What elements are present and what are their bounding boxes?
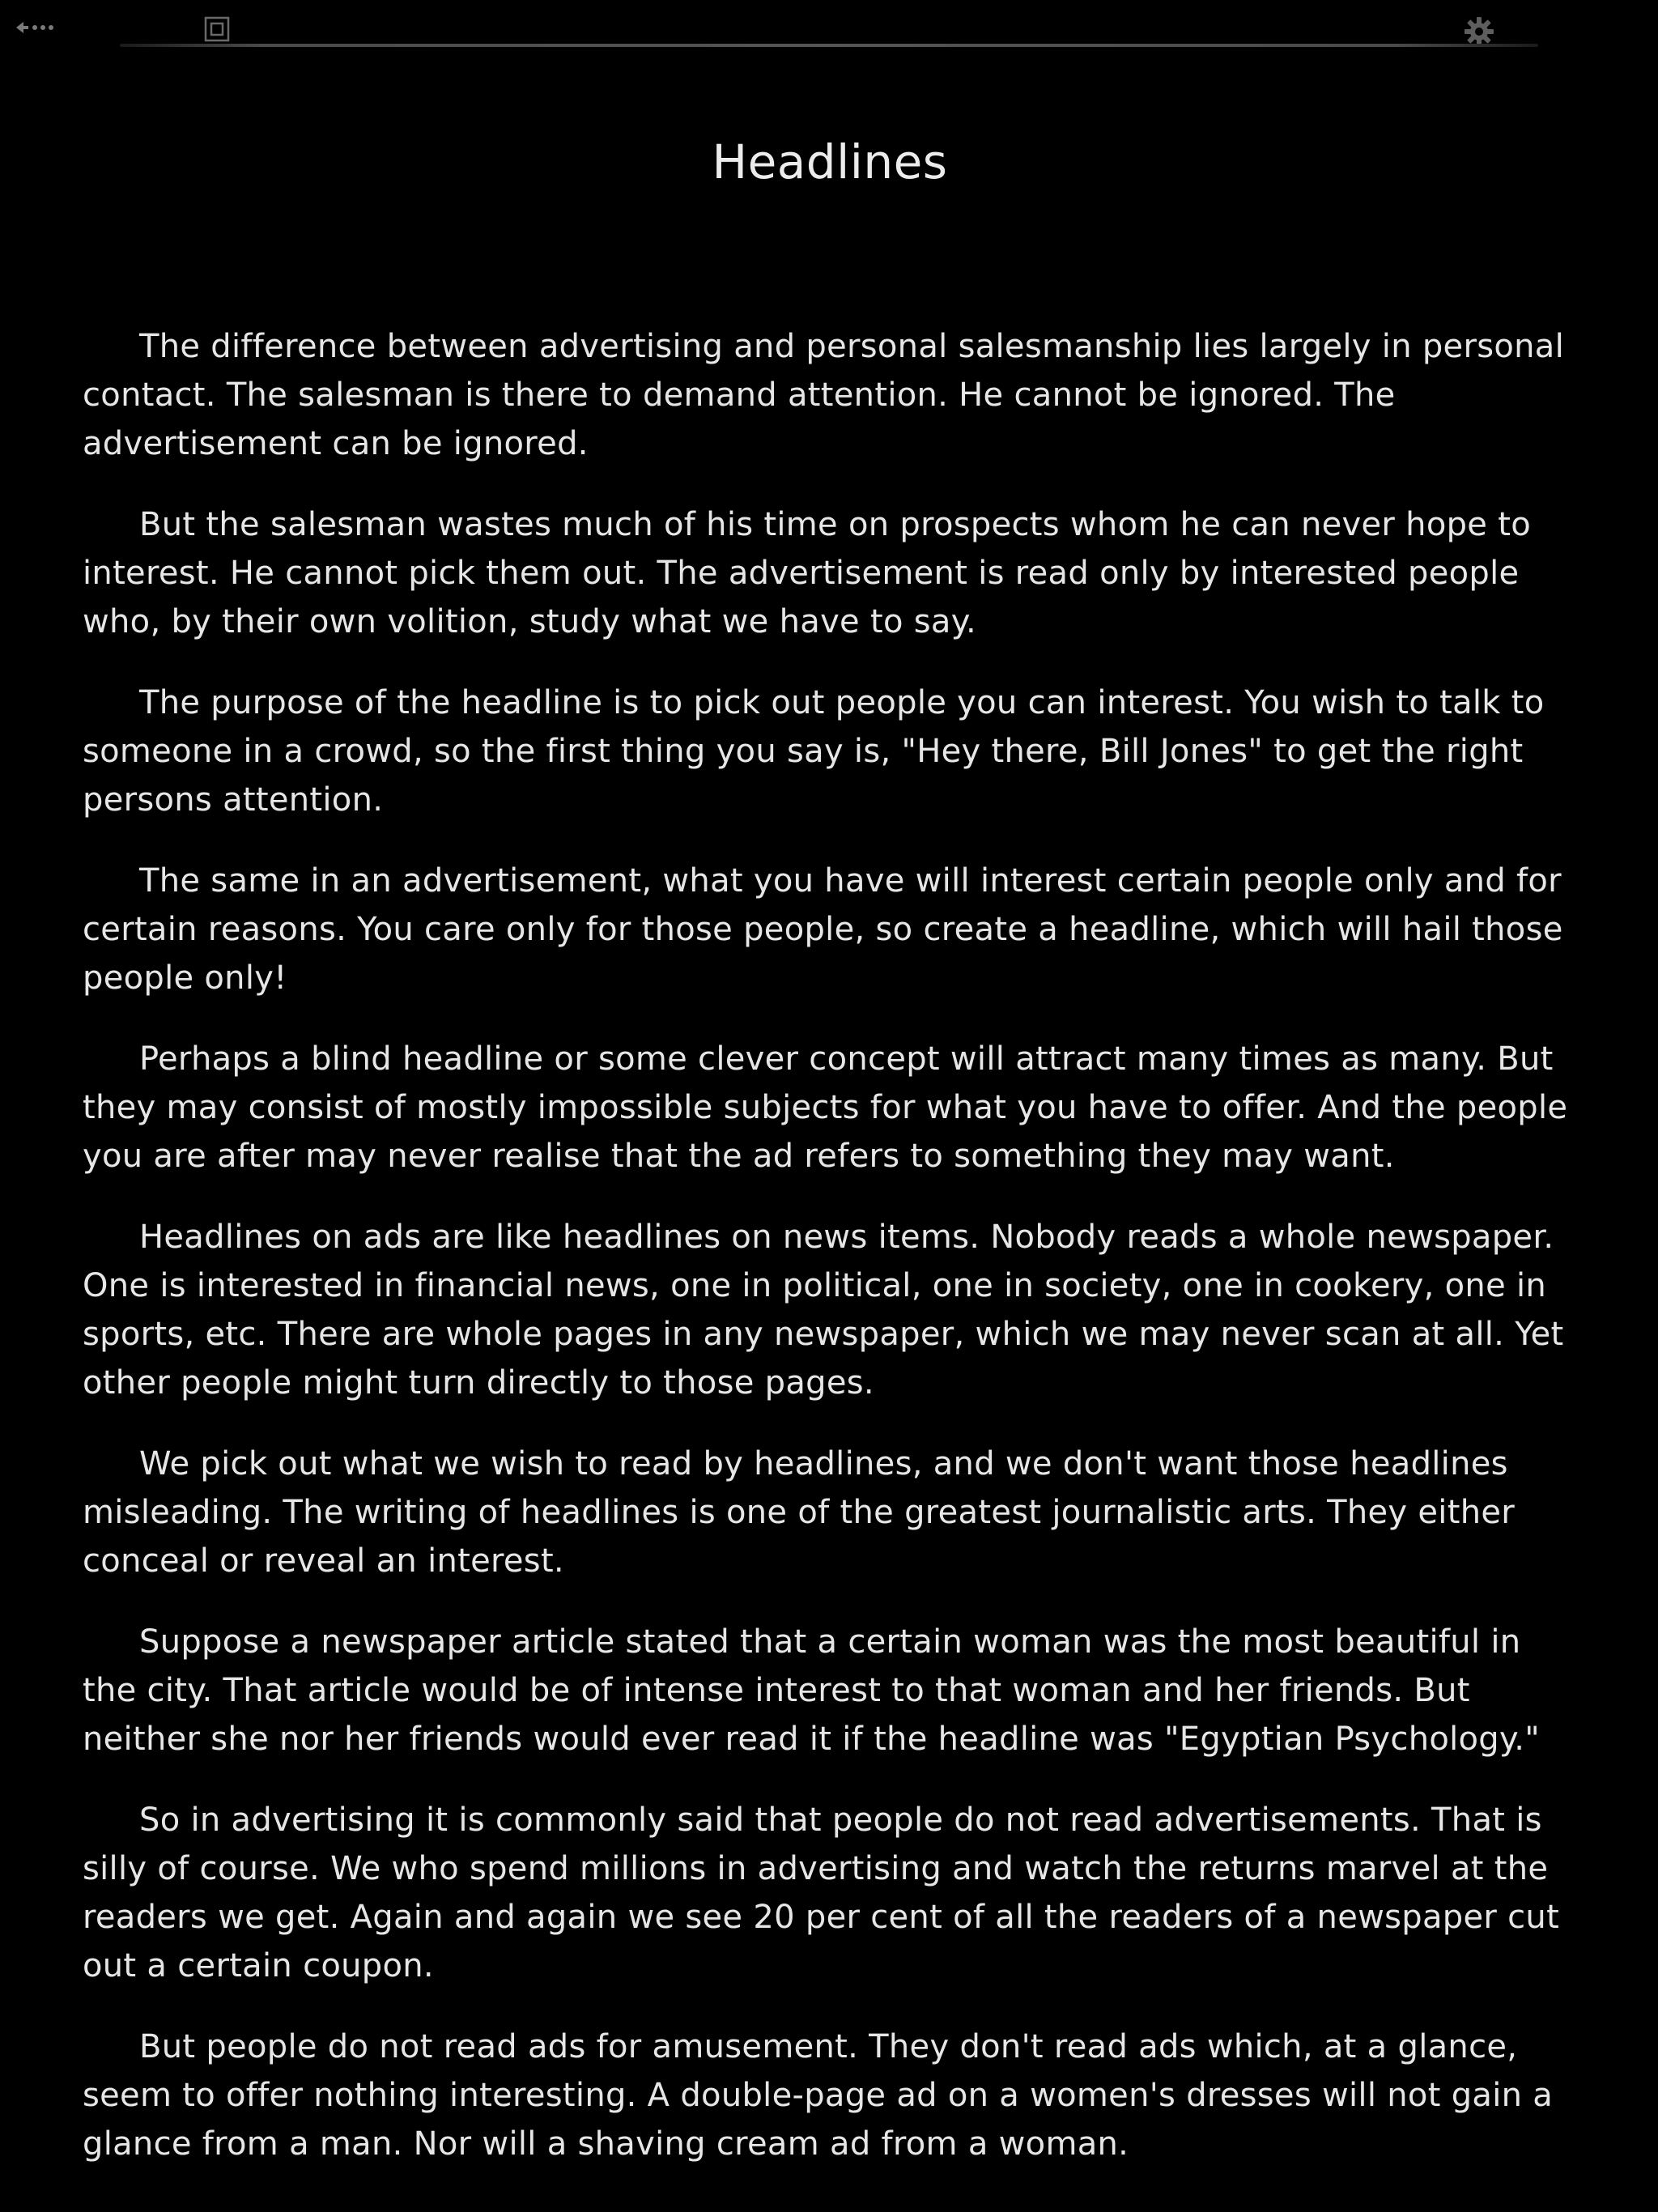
back-arrow-icon bbox=[15, 19, 57, 36]
paragraph: The same in an advertisement, what you have will interest certain people only and for certain reasons. You care only for those people, so create a headline, which will hail those people only! bbox=[83, 862, 1563, 997]
paragraph: But people do not read ads for amusement. They don't read ads which, at a glance, seem to offer nothing interesting. A double-page ad on a women's dresses will not gain a glance from a man. Nor will a shaving cream ad from a woman. bbox=[83, 2028, 1554, 2163]
gear-icon bbox=[1464, 16, 1494, 47]
reader-toolbar bbox=[0, 0, 1658, 52]
paragraph: Perhaps a blind headline or some clever concept will attract many times as many. But they may consist of mostly impossible subjects for what you have to offer. And the people you are after may never realise that the ad refers to something they may want. bbox=[83, 1040, 1568, 1175]
paragraph: We pick out what we wish to read by headlines, and we don't want those headlines misleading. The writing of headlines is one of the greatest journalistic arts. They either conceal or reveal an interest. bbox=[83, 1445, 1516, 1580]
paragraph: The purpose of the headline is to pick out people you can interest. You wish to talk to someone in a crowd, so the first thing you say is, "Hey there, Bill Jones" to get the right persons attention. bbox=[83, 684, 1545, 819]
table-of-contents-button[interactable] bbox=[202, 15, 232, 44]
table-of-contents-icon bbox=[204, 16, 230, 42]
paragraph: Suppose a newspaper article stated that a certain woman was the most beautiful in the city. That article would be of intense interest to that woman and her friends. But neither she nor her friends would ever read it if the headline was "Egyptian Psychology." bbox=[83, 1623, 1540, 1758]
toolbar-divider bbox=[120, 44, 1538, 47]
reading-page bbox=[83, 121, 1577, 2201]
paragraph: Headlines on ads are like headlines on news items. Nobody reads a whole newspaper. One is interested in financial news, one in political, one in society, one in cookery, one in sports, etc. There are whole pages in any newspaper, which we may never scan at all. Yet other people might turn directly to those pages. bbox=[83, 1219, 1564, 1402]
back-button[interactable] bbox=[13, 15, 58, 40]
paragraph: So in advertising it is commonly said that people do not read advertisements. That is silly of course. We who spend millions in advertising and watch the returns marvel at the readers we get. Again and again we see 20 per cent of all the readers of a newspaper cut out a certain coupon. bbox=[83, 1802, 1560, 1984]
chapter-title: Headlines bbox=[712, 134, 948, 189]
paragraph: But the salesman wastes much of his time on prospects whom he can never hope to interest. He cannot pick them out. The advertisement is read only by interested people who, by their own volition, study what we have to say. bbox=[83, 506, 1531, 640]
paragraph: The difference between advertising and personal salesmanship lies largely in personal contact. The salesman is there to demand attention. He cannot be ignored. The advertisement can be ignored. bbox=[83, 328, 1564, 462]
chapter-body bbox=[83, 322, 1577, 2168]
